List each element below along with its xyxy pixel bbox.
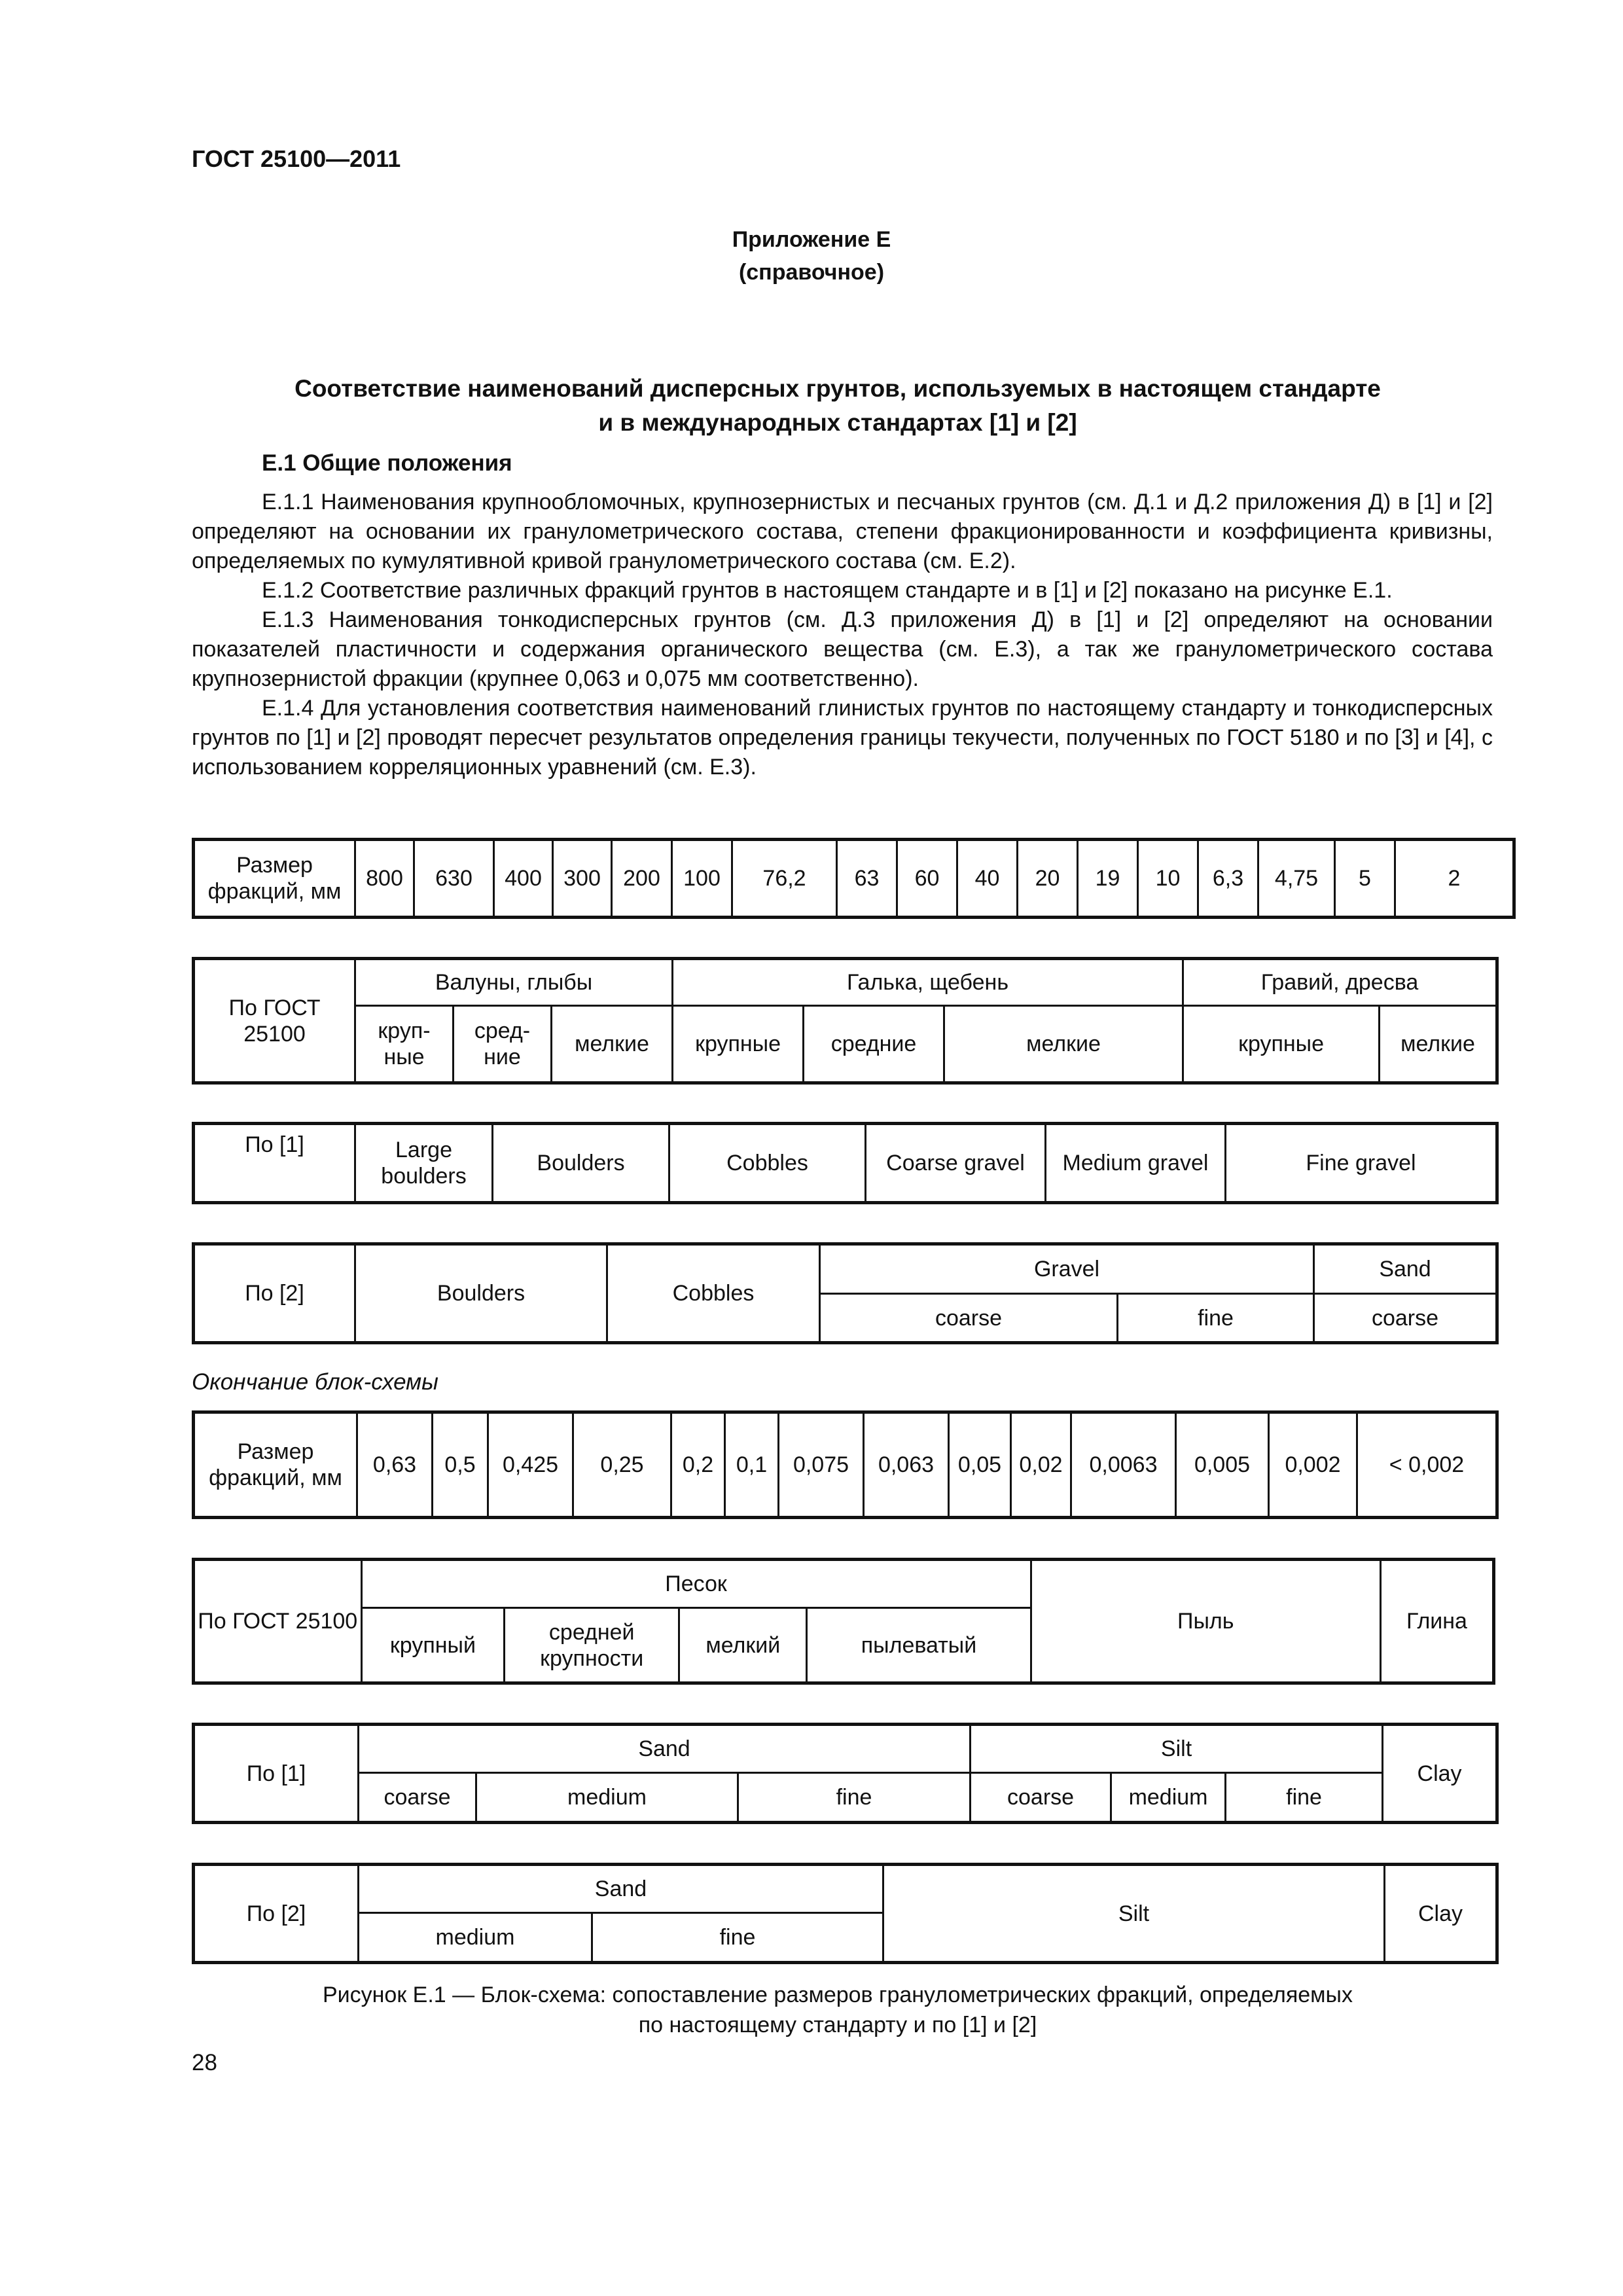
group-gravel: Gravel [820,1244,1314,1294]
size-cell: 0,25 [573,1412,671,1518]
size-cell: < 0,002 [1357,1412,1497,1518]
std1-fine-table [192,1723,1499,1824]
std2-fine-table [192,1863,1499,1964]
class-cell: Boulders [493,1124,669,1203]
subclass-cell: круп-ные [355,1006,454,1083]
subclass-cell: средней крупности [505,1608,679,1683]
group-boulders-ru: Валуны, глыбы [355,959,673,1006]
subclass-cell: мелкие [1380,1006,1497,1083]
size-cell: 0,005 [1176,1412,1269,1518]
size-cell: 0,002 [1269,1412,1357,1518]
std2-coarse-table [192,1242,1499,1344]
size-cell: 19 [1078,840,1138,918]
subclass-cell: coarse [820,1294,1118,1343]
size-cell: 0,1 [725,1412,779,1518]
size-scale-table-coarse [192,838,1516,919]
size-scale-table-fine [192,1410,1499,1519]
subclass-cell: сред-ние [454,1006,552,1083]
section-heading: Е.1 Общие положения [262,450,512,476]
page-title-line2: и в международных стандартах [1] и [2] [598,409,1077,436]
paragraph: Е.1.1 Наименования крупнообломочных, крупнозернистых и песчаных грунтов (см. Д.1 и Д.2 приложения Д) в [1] и [2] определяют на основании их гранулометрического состава, степени фракционированности и коэффициента кривизны, определяемых по кумулятивной кривой гранулометрического состава (см. Е.2). [192,490,1493,573]
size-cell: 2 [1395,840,1514,918]
appendix-subtitle: (справочное) [738,260,885,285]
size-cell: 0,05 [949,1412,1011,1518]
group-pebbles-ru: Галька, щебень [673,959,1183,1006]
subclass-cell: крупный [361,1608,505,1683]
subclass-cell: крупные [1183,1006,1380,1083]
group-silt: Silt [971,1725,1383,1773]
subclass-cell: coarse [1314,1294,1497,1343]
std1-coarse-table [192,1122,1499,1204]
caption-line2: по настоящему стандарту и по [1] и [2] [638,2013,1037,2037]
size-cell: 76,2 [732,840,837,918]
class-cell: Cobbles [607,1244,820,1343]
size-cell: 0,5 [433,1412,488,1518]
body-text [192,488,1493,782]
size-cell: 0,425 [488,1412,573,1518]
subclass-cell: fine [592,1913,883,1963]
document-id: ГОСТ 25100—2011 [192,145,401,172]
figure-caption [196,1980,1479,2040]
subclass-cell: medium [476,1773,738,1823]
subclass-cell: средние [804,1006,944,1083]
group-silt-ru: Пыль [1031,1560,1380,1683]
page-title-line1: Соответствие наименований дисперсных грунтов, используемых в настоящем стандарте [294,375,1381,402]
size-cell: 6,3 [1198,840,1258,918]
class-cell: Cobbles [669,1124,866,1203]
paragraph: Е.1.4 Для установления соответствия наименований глинистых грунтов по настоящему стандарту и тонкодисперсных грунтов по [1] и [2] проводят пересчет результатов определения границы текучести, полученных по ГОСТ 5180 и по [3] и [4], с использованием корреляционных уравнений (см. Е.3). [192,696,1493,780]
size-cell: 20 [1018,840,1078,918]
size-cell: 0,063 [864,1412,949,1518]
std1-row-label: По [1] [194,1725,359,1823]
gost-row-label: По ГОСТ 25100 [194,959,355,1083]
appendix-title: Приложение Е [732,227,891,252]
group-sand: Sand [359,1725,971,1773]
size-cell: 0,0063 [1071,1412,1176,1518]
size-cell: 40 [957,840,1018,918]
size-cell: 60 [897,840,957,918]
group-clay: Clay [1385,1865,1497,1963]
size-cell: 63 [837,840,897,918]
size-cell: 0,075 [779,1412,864,1518]
continuation-label: Окончание блок-схемы [192,1369,438,1395]
subclass-cell: coarse [359,1773,476,1823]
subclass-cell: fine [738,1773,971,1823]
group-sand-ru: Песок [361,1560,1031,1608]
subclass-cell: medium [1111,1773,1226,1823]
subclass-cell: мелкий [679,1608,807,1683]
paragraph: Е.1.3 Наименования тонкодисперсных грунтов (см. Д.3 приложения Д) в [1] и [2] определяют на основании показателей пластичности и содержания органического вещества (см. Е.3), а так же гранулометрического состава крупнозернистой фракции (крупнее 0,063 и 0,075 мм соответственно). [192,607,1493,691]
class-cell: Coarse gravel [866,1124,1046,1203]
subclass-cell: мелкие [552,1006,673,1083]
size-cell: 100 [672,840,732,918]
group-silt: Silt [883,1865,1385,1963]
group-clay-ru: Глина [1380,1560,1493,1683]
size-cell: 10 [1138,840,1198,918]
size-cell: 200 [612,840,672,918]
subclass-cell: coarse [971,1773,1111,1823]
group-sand: Sand [1314,1244,1497,1294]
group-clay: Clay [1383,1725,1497,1823]
std2-row-label: По [2] [194,1244,355,1343]
page-number: 28 [192,2050,217,2075]
std1-row-label: По [1] [194,1124,355,1203]
gost-fine-table [192,1558,1495,1685]
subclass-cell: medium [359,1913,592,1963]
group-sand: Sand [359,1865,883,1913]
gost-coarse-table [192,957,1499,1085]
size-cell: 0,2 [671,1412,725,1518]
size-cell: 400 [494,840,553,918]
size-row-label: Размер фракций, мм [194,1412,357,1518]
size-cell: 0,63 [357,1412,433,1518]
size-cell: 5 [1335,840,1395,918]
gost-row-label: По ГОСТ 25100 [194,1560,362,1683]
group-gravel-ru: Гравий, дресва [1183,959,1497,1006]
caption-line1: Рисунок Е.1 — Блок-схема: сопоставление размеров гранулометрических фракций, определяемых [322,1982,1353,2007]
class-cell: Fine gravel [1226,1124,1497,1203]
subclass-cell: пылеватый [807,1608,1031,1683]
size-cell: 630 [414,840,494,918]
class-cell: Large boulders [355,1124,493,1203]
paragraph: Е.1.2 Соответствие различных фракций грунтов в настоящем стандарте и в [1] и [2] показано на рисунке Е.1. [262,578,1393,603]
class-cell: Medium gravel [1046,1124,1226,1203]
subclass-cell: мелкие [944,1006,1183,1083]
class-cell: Boulders [355,1244,607,1343]
size-cell: 300 [553,840,612,918]
size-row-label: Размер фракций, мм [194,840,355,918]
subclass-cell: fine [1226,1773,1383,1823]
size-cell: 4,75 [1258,840,1335,918]
subclass-cell: fine [1118,1294,1314,1343]
std2-row-label: По [2] [194,1865,359,1963]
size-cell: 0,02 [1011,1412,1071,1518]
subclass-cell: крупные [673,1006,804,1083]
size-cell: 800 [355,840,414,918]
